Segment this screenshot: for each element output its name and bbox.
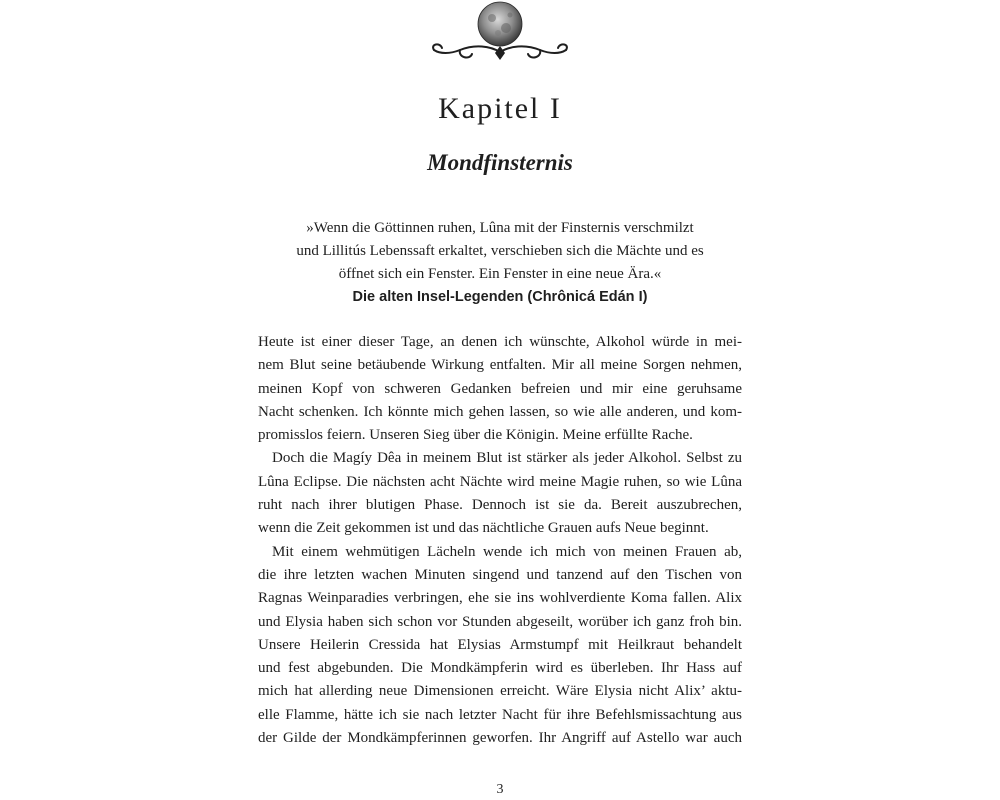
body-line: Heute ist einer dieser Tage, an denen ich wünschte, Alkohol würde in mei-	[258, 334, 742, 350]
chapter-subtitle: Mondfinsternis	[427, 150, 573, 175]
body-line: und Elysia haben sich schon vor Stunden abgeseilt, worüber ich ganz froh bin.	[258, 613, 742, 630]
page-number: 3	[496, 782, 504, 797]
body-line: meinen Kopf von schweren Gedanken befreien und mir eine geruhsame	[258, 380, 742, 397]
body-line: Doch die Magíy Dêa in meinem Blut ist stärker als jeder Alkohol. Selbst zu	[272, 450, 742, 467]
body-line: ruht nach ihrer blutigen Phase. Dennoch ist sie da. Bereit auszubrechen,	[258, 497, 742, 514]
epigraph-source: Die alten Insel-Legenden (Chrônicá Edán I)	[352, 289, 648, 305]
body-line: der Gilde der Mondkämpferinnen geworfen. Ihr Angriff auf Astello war auch	[258, 730, 742, 747]
body-line: Unsere Heilerin Cressida hat Elysias Armstumpf mit Heilkraut behandelt	[258, 636, 742, 653]
body-line: Mit einem wehmütigen Lächeln wende ich mich von meinen Frauen ab,	[272, 543, 742, 560]
body-line: Lûna Eclipse. Die nächsten acht Nächte wird meine Magie ruhen, so wie Lûna	[258, 473, 742, 490]
body-line: und fest abgebunden. Die Mondkämpferin wird es überleben. Ihr Hass auf	[258, 660, 742, 677]
epigraph-line: und Lillitús Lebenssaft erkaltet, verschieben sich die Mächte und es	[296, 243, 704, 259]
epigraph	[250, 217, 750, 309]
body-text	[258, 331, 742, 750]
body-line: elle Flamme, hätte ich sie nach letzter Nacht für ihre Befehlsmissachtung aus	[258, 706, 742, 723]
body-line: promisslos feiern. Unseren Sieg über die Königin. Meine erfüllte Rache.	[258, 427, 693, 444]
body-line: wenn die Zeit gekommen ist und das nächtliche Grauen aufs Neue beginnt.	[258, 520, 709, 537]
epigraph-line: »Wenn die Göttinnen ruhen, Lûna mit der Finsternis verschmilzt	[306, 220, 694, 236]
body-line: mich hat allerding neue Dimensionen erreicht. Wäre Elysia nicht Alix’ aktu-	[258, 683, 742, 700]
body-line: nem Blut seine betäubende Wirkung entfalten. Mir all meine Sorgen nehmen,	[258, 357, 742, 374]
body-line: Ragnas Weinparadies verbringen, ehe sie ins wohlverdiente Koma fallen. Alix	[258, 590, 742, 607]
body-line: Nacht schenken. Ich könnte mich gehen lassen, so wie alle anderen, und kom-	[258, 403, 742, 420]
epigraph-line: öffnet sich ein Fenster. Ein Fenster in eine neue Ära.«	[338, 266, 662, 282]
chapter-title: Kapitel I	[438, 92, 562, 125]
body-line: die ihre letzten wachen Minuten singend und tanzend auf den Tischen von	[258, 566, 742, 583]
moon-ornament-icon	[430, 0, 570, 72]
